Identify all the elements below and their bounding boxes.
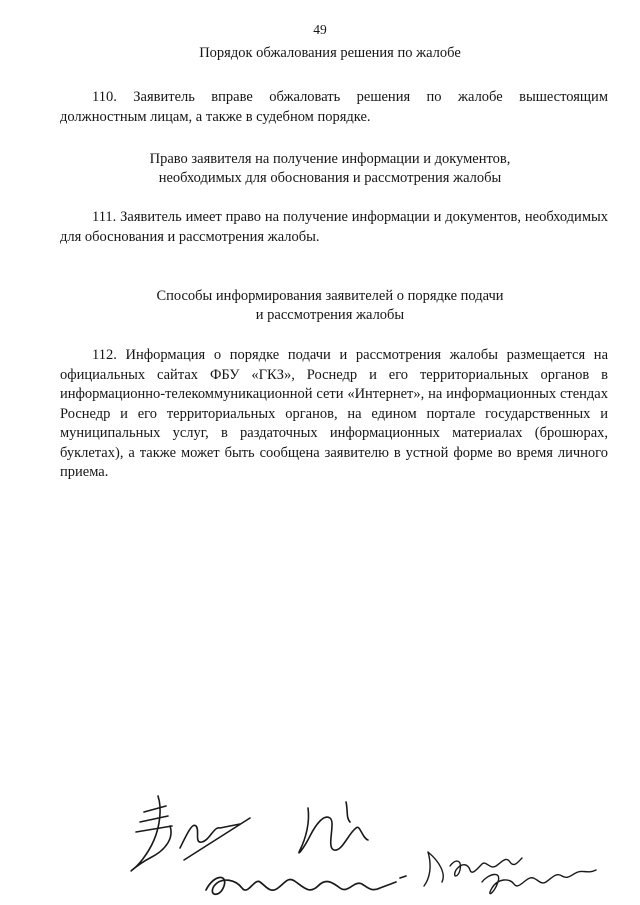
signature-1 xyxy=(131,796,250,871)
signature-2 xyxy=(299,802,368,853)
heading-line: необходимых для обоснования и рассмотрения жалобы xyxy=(158,170,502,186)
paragraph-111: 111. Заявитель имеет право на получение информации и документов, необходимых для обоснования и рассмотрения жалобы. xyxy=(60,209,608,245)
section-heading-appeal-procedure xyxy=(60,44,600,63)
signature-3 xyxy=(206,876,406,894)
heading-line: Порядок обжалования решения по жалобе xyxy=(199,45,461,61)
paragraph-112: 112. Информация о порядке подачи и рассмотрения жалобы размещается на официальных сайтах ФБУ «ГКЗ», Роснедр и его территориальных органов в информационно-телекоммуникационной сети «Интернет», на информационных стендах Роснедр и его территориальных органов, на едином портале государственных и муниципальных услуг, в раздаточных информационных материалах (брошюрах, буклетах), а также может быть сообщена заявителю в устной форме во время личного приема. xyxy=(60,347,608,480)
signature-5 xyxy=(482,870,596,894)
signatures-block xyxy=(110,778,610,903)
page-number: 49 xyxy=(313,22,327,37)
section-heading-informing-methods xyxy=(60,287,600,325)
paragraph-110: 110. Заявитель вправе обжаловать решения по жалобе вышестоящим должностным лицам, а также в судебном порядке. xyxy=(60,89,608,125)
heading-line: Способы информирования заявителей о порядке подачи xyxy=(156,288,504,304)
heading-line: и рассмотрения жалобы xyxy=(255,307,405,323)
heading-line: Право заявителя на получение информации и документов, xyxy=(149,151,511,167)
handwritten-signatures xyxy=(110,778,610,903)
signature-4 xyxy=(424,852,522,886)
section-heading-right-to-information xyxy=(60,150,600,188)
